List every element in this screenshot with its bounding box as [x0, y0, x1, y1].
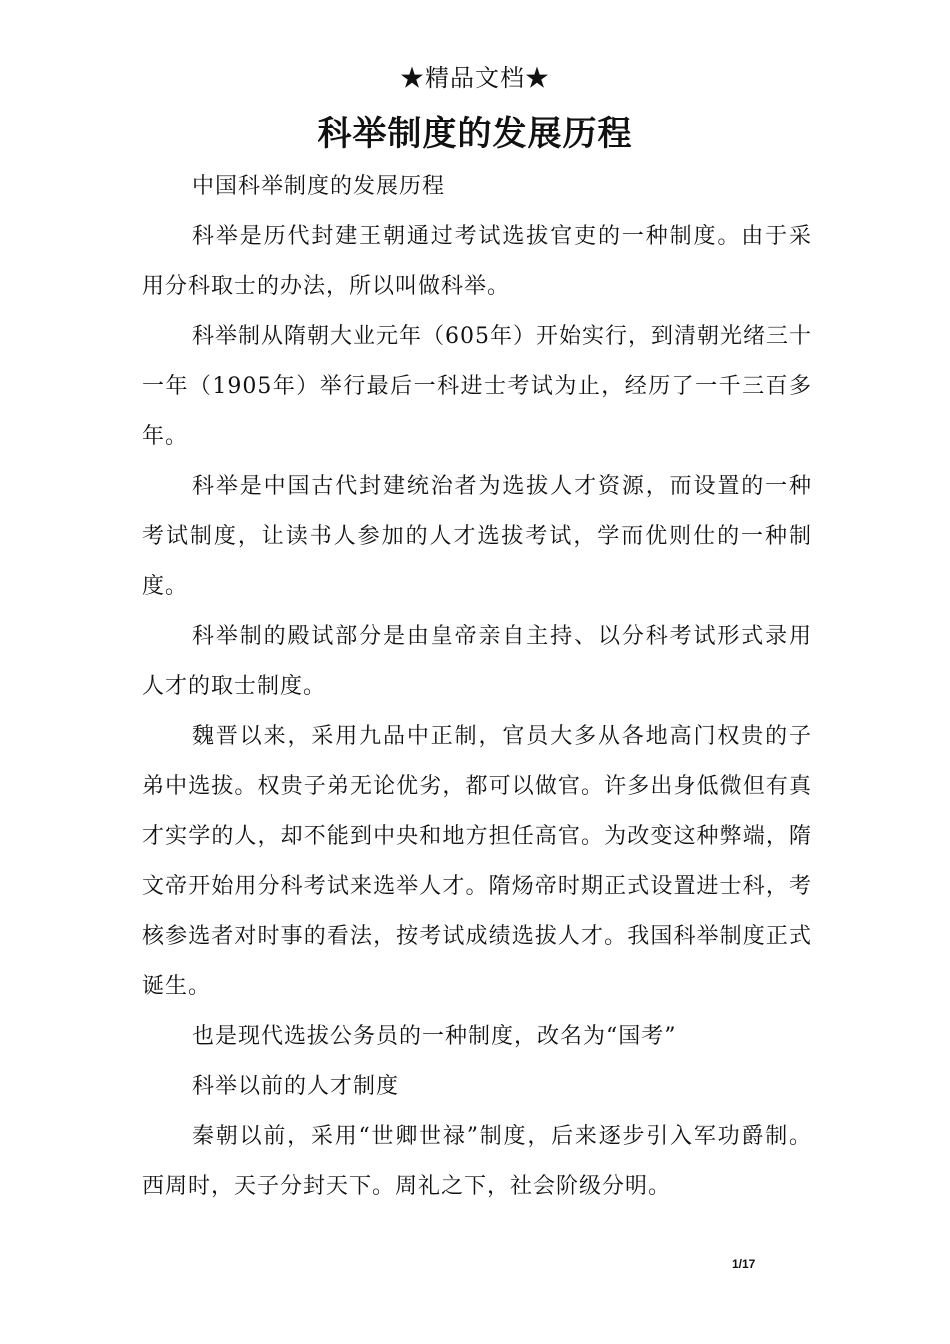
paragraph: 科举制从隋朝大业元年（605年）开始实行，到清朝光绪三十一年（1905年）举行最后一科进士考试为止，经历了一千三百多年。 — [142, 324, 812, 449]
paragraph: 科举是中国古代封建统治者为选拔人才资源，而设置的一种考试制度，让读书人参加的人才选拔考试，学而优则仕的一种制度。 — [142, 474, 812, 599]
paragraph: 科举制的殿试部分是由皇帝亲自主持、以分科考试形式录用人才的取士制度。 — [142, 624, 812, 699]
paragraph: 魏晋以来，采用九品中正制，官员大多从各地高门权贵的子弟中选拔。权贵子弟无论优劣，都可以做官。许多出身低微但有真才实学的人，却不能到中央和地方担任高官。为改变这种弊端，隋文帝开始用分科考试来选举人才。隋炀帝时期正式设置进士科，考核参选者对时事的看法，按考试成绩选拔人才。我国科举制度正式诞生。 — [142, 724, 812, 999]
document-title: 科举制度的发展历程 — [317, 114, 633, 154]
header-badge: ★精品文档★ — [400, 64, 550, 92]
page-number: 1/17 — [732, 1257, 756, 1271]
paragraph: 中国科举制度的发展历程 — [192, 174, 446, 199]
paragraph: 科举以前的人才制度 — [192, 1074, 400, 1099]
paragraph: 秦朝以前，采用“世卿世禄”制度，后来逐步引入军功爵制。西周时，天子分封天下。周礼之下，社会阶级分明。 — [142, 1124, 812, 1199]
paragraph: 也是现代选拔公务员的一种制度，改名为“国考” — [192, 1024, 677, 1049]
document-body — [142, 162, 812, 1212]
paragraph: 科举是历代封建王朝通过考试选拔官吏的一种制度。由于采用分科取士的办法，所以叫做科举。 — [142, 224, 812, 299]
